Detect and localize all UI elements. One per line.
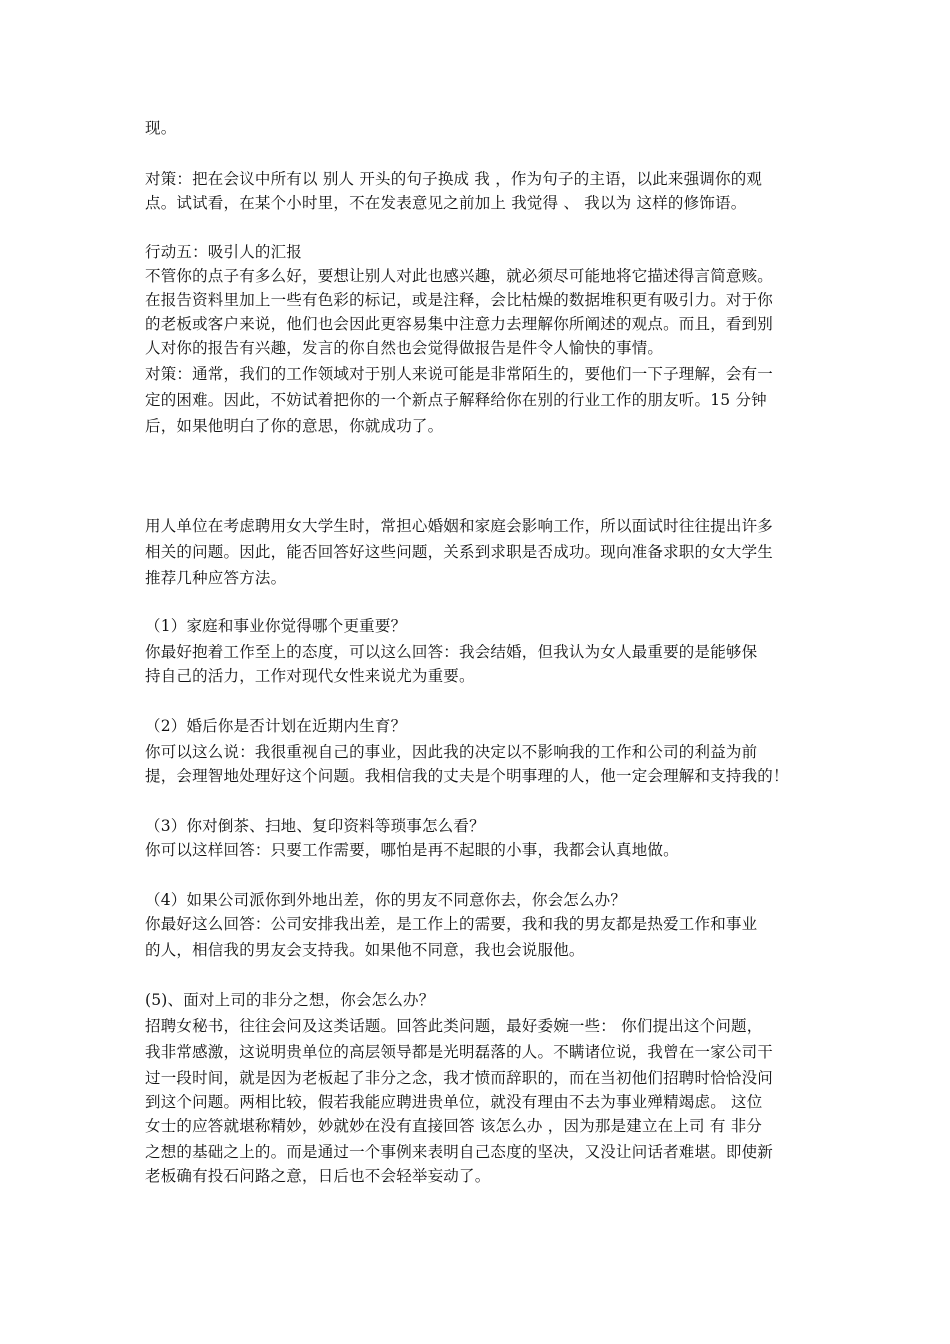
text-line: 我非常感激，这说明贵单位的高层领导都是光明磊落的人。不瞒诸位说，我曾在一家公司干 [145, 1043, 774, 1061]
text-line: 你可以这样回答：只要工作需要，哪怕是再不起眼的小事，我都会认真地做。 [145, 841, 679, 859]
question-heading: （3）你对倒茶、扫地、复印资料等琐事怎么看？ [145, 817, 485, 835]
text-line: 你最好这么回答：公司安排我出差，是工作上的需要，我和我的男友都是热爱工作和事业 [145, 915, 758, 933]
text-line: 相关的问题。因此，能否回答好这些问题，关系到求职是否成功。现向准备求职的女大学生 [145, 543, 774, 561]
text-line: 的老板或客户来说，他们也会因此更容易集中注意力去理解你所阐述的观点。而且，看到别 [145, 315, 774, 333]
text-line: 提，会理智地处理好这个问题。我相信我的丈夫是个明事理的人，他一定会理解和支持我的！ [145, 767, 789, 785]
text-line: 持自己的活力，工作对现代女性来说尤为重要。 [145, 667, 475, 685]
question-heading: （2）婚后你是否计划在近期内生育？ [145, 717, 407, 735]
question-heading: (5)、面对上司的非分之想，你会怎么办？ [145, 991, 435, 1009]
text-line: 对策：把在会议中所有以 别人 开头的句子换成 我 ，作为句子的主语，以此来强调你的观 [145, 170, 763, 188]
text-line: 女士的应答就堪称精妙，妙就妙在没有直接回答 该怎么办 ，因为那是建立在上司 有 非分 [145, 1117, 763, 1135]
question-heading: （4）如果公司派你到外地出差，你的男友不同意你去，你会怎么办？ [145, 891, 627, 909]
text-line: 你可以这么说：我很重视自己的事业，因此我的决定以不影响我的工作和公司的利益为前 [145, 743, 758, 761]
question-heading: （1）家庭和事业你觉得哪个更重要？ [145, 617, 407, 635]
text-line: 对策：通常，我们的工作领域对于别人来说可能是非常陌生的，要他们一下子理解，会有一 [145, 365, 774, 383]
text-line: 过一段时间，就是因为老板起了非分之念，我才愤而辞职的，而在当初他们招聘时恰恰没问 [145, 1069, 774, 1087]
text-line: 招聘女秘书，往往会问及这类话题。回答此类问题，最好委婉一些： 你们提出这个问题， [145, 1017, 763, 1035]
text-line: 在报告资料里加上一些有色彩的标记，或是注释，会比枯燥的数据堆积更有吸引力。对于你 [145, 291, 774, 309]
text-line: 人对你的报告有兴趣，发言的你自然也会觉得做报告是件令人愉快的事情。 [145, 339, 664, 357]
text-line: 用人单位在考虑聘用女大学生时，常担心婚姻和家庭会影响工作，所以面试时往往提出许多 [145, 517, 774, 535]
text-line: 定的困难。因此，不妨试着把你的一个新点子解释给你在别的行业工作的朋友听。15 分钟 [145, 391, 767, 409]
text-line: 的人，相信我的男友会支持我。如果他不同意，我也会说服他。 [145, 941, 585, 959]
text-line: 你最好抱着工作至上的态度，可以这么回答：我会结婚，但我认为女人最重要的是能够保 [145, 643, 758, 661]
text-line: 到这个问题。两相比较，假若我能应聘进贵单位，就没有理由不去为事业殚精竭虑。 这位 [145, 1093, 763, 1111]
text-line: 老板确有投石问路之意，日后也不会轻举妄动了。 [145, 1167, 491, 1185]
section-heading: 行动五：吸引人的汇报 [145, 243, 303, 261]
text-line: 推荐几种应答方法。 [145, 569, 287, 587]
text-line: 现。 [145, 119, 177, 137]
text-line: 后，如果他明白了你的意思，你就成功了。 [145, 417, 444, 435]
text-line: 点。试试看，在某个小时里，不在发表意见之前加上 我觉得 、 我以为 这样的修饰语。 [145, 194, 747, 212]
text-line: 之想的基础之上的。而是通过一个事例来表明自己态度的坚决，又没让问话者难堪。即使新 [145, 1143, 774, 1161]
text-line: 不管你的点子有多么好，要想让别人对此也感兴趣，就必须尽可能地将它描述得言简意赅。 [145, 267, 774, 285]
